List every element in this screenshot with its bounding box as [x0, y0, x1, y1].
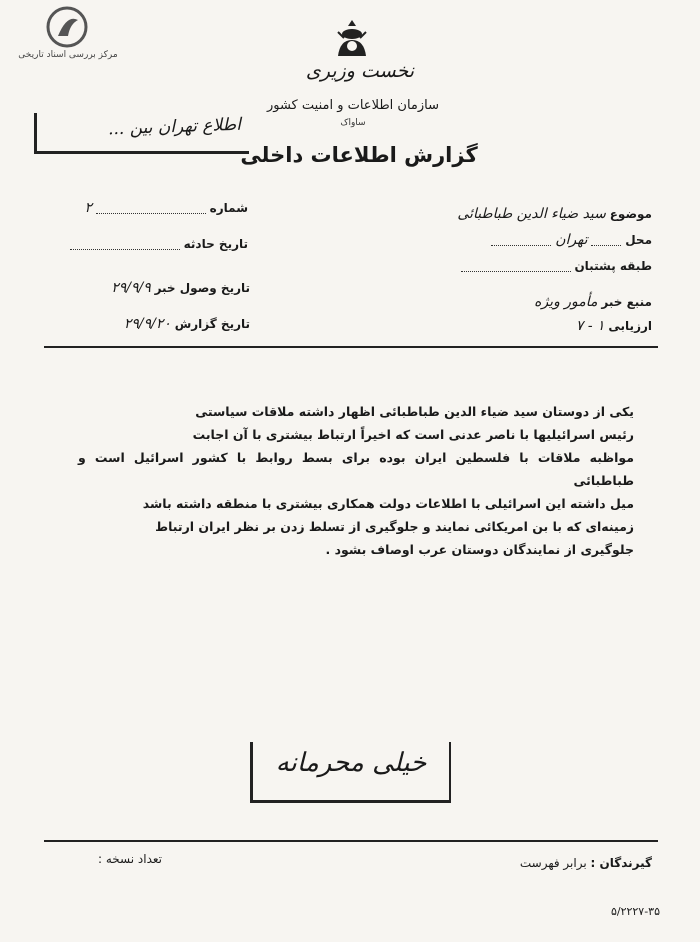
recipients-label: گیرندگان : [590, 856, 652, 870]
field-place [462, 232, 652, 248]
stamp-top-text: اطلاع تهران بین ... [107, 114, 242, 140]
footer-divider [44, 840, 658, 842]
body-line-5: زمینه‌ای که با بن امریکائی نمایند و جلوگیری از تسلط زدن بر نظر ایران ارتباط [155, 519, 634, 534]
recipients-field [462, 856, 652, 870]
field-source [510, 294, 652, 310]
header-divider [44, 346, 658, 348]
field-number-value: ۲ [84, 200, 92, 216]
field-number [58, 200, 248, 216]
field-number-label: شماره [209, 201, 248, 215]
field-attachment-label: طبقه پشتبان [574, 259, 652, 273]
copies-field [98, 852, 218, 866]
copies-label: تعداد نسخه : [98, 852, 163, 866]
body-line-6: جلوگیری از نمایندگان دوستان عرب اوصاف بشود . [325, 542, 634, 557]
report-body [78, 400, 634, 561]
archive-logo-icon [46, 6, 88, 48]
field-subject-label: موضوع [609, 207, 652, 221]
document-title: گزارش اطلاعات داخلی [240, 143, 478, 167]
watermark-text: مرکز بررسی اسناد تاریخی [18, 50, 118, 60]
field-assessment-value: ۱ - ۷ [575, 318, 605, 334]
field-receipt-date-value: ۲۹/۹/۹ [111, 280, 151, 296]
field-event-date-label: تاریخ حادثه [183, 237, 248, 251]
org-line-2: سازمان اطلاعات و امنیت کشور [266, 98, 440, 113]
field-attachment [462, 258, 652, 274]
field-assessment-label: ارزیابی [608, 319, 652, 333]
field-source-value: مأمور ویژه [534, 294, 598, 310]
body-line-2: رئیس اسرائیلیها با ناصر عدنی است که اخیراً ارتباط بیشتری با آن اجابت [192, 427, 634, 442]
body-line-4: میل داشته این اسرائیلی با اطلاعات دولت همکاری بیشتری با منطقه داشته باشد [142, 496, 634, 511]
field-subject-value: سید ضیاء الدین طباطبائی [457, 206, 606, 222]
org-line-3: ساواک [340, 118, 366, 128]
body-line-3: مواظبه ملاقات با فلسطین ایران بوده برای بسط روابط با کشور اسرائیل است و طباطبائی [78, 450, 634, 488]
recipients-value: برابر فهرست [519, 856, 587, 870]
field-receipt-date [50, 280, 250, 296]
field-assessment [530, 318, 652, 334]
lion-and-sun-emblem-icon [330, 18, 374, 62]
field-report-date-label: تاریخ گزارش [174, 317, 250, 331]
field-source-label: منبع خبر [601, 295, 652, 309]
field-report-date-value: ۲۹/۹/۲۰ [123, 316, 171, 332]
field-receipt-date-label: تاریخ وصول خبر [154, 281, 250, 295]
field-report-date [46, 316, 250, 332]
archive-watermark [8, 6, 128, 66]
document-code: ۵/۲۲۲۷-۳۵ [610, 905, 660, 918]
classification-stamp [250, 742, 451, 803]
org-line-1: نخست وزیری [305, 60, 415, 82]
classification-stamp-text: خیلی محرمانه [275, 748, 427, 778]
field-event-date [58, 236, 248, 252]
field-subject [420, 206, 652, 222]
field-place-label: محل [625, 233, 652, 247]
field-place-value: تهران [555, 232, 588, 248]
handwritten-stamp-top [34, 113, 249, 154]
body-line-1: یکی از دوستان سید ضیاء الدین طباطبائی اظهار داشته ملاقات سیاستی [195, 404, 634, 419]
